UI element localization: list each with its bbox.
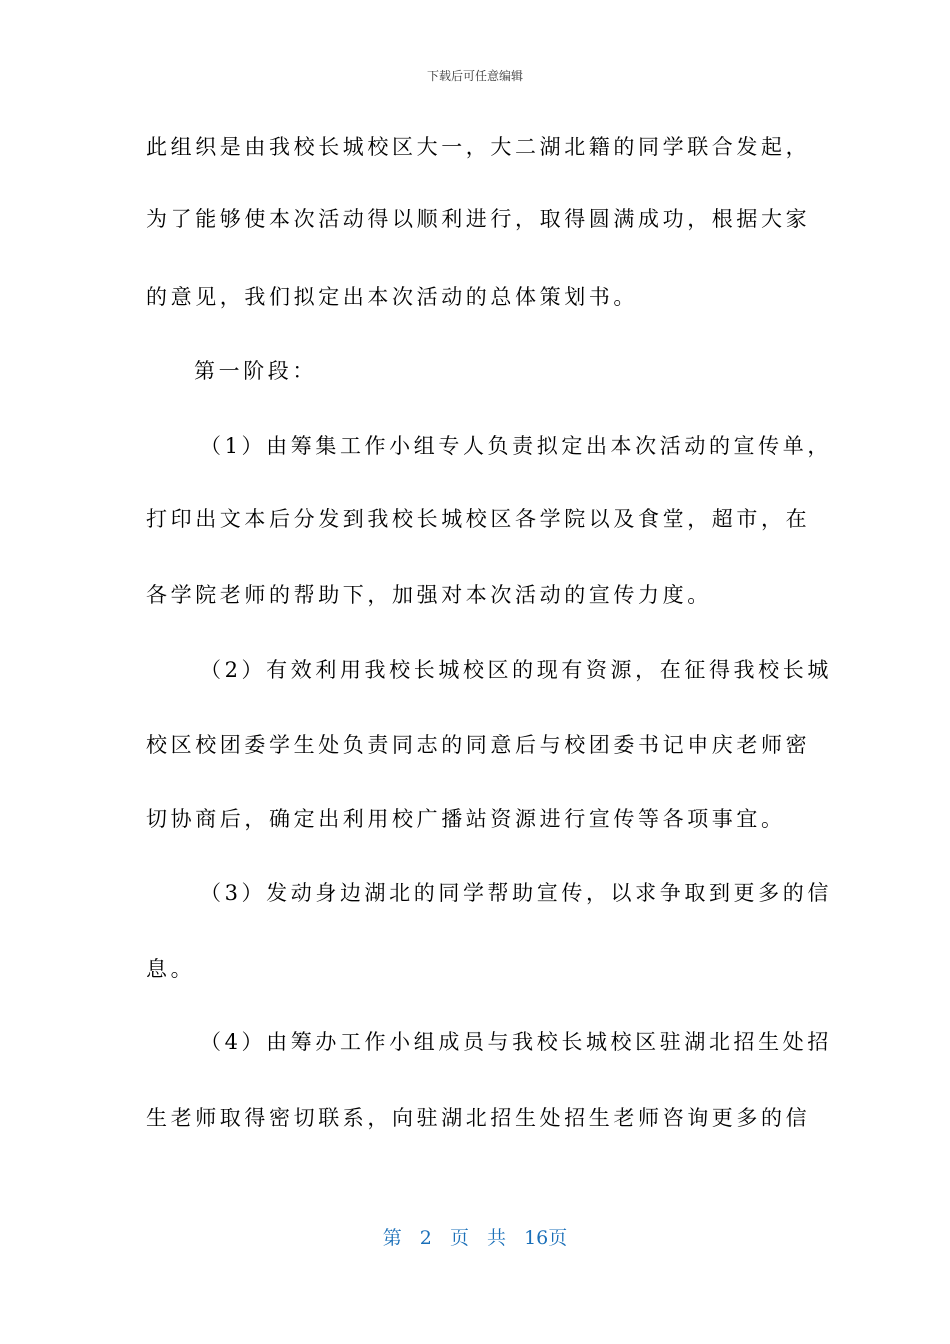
body-line: 的意见，我们拟定出本次活动的总体策划书。 — [146, 285, 638, 309]
total-pages: 16页 — [524, 1227, 568, 1249]
footer-prefix: 第 — [382, 1227, 402, 1249]
body-line: 校区校团委学生处负责同志的同意后与校团委书记申庆老师密 — [146, 733, 811, 757]
body-line: （4）由筹办工作小组成员与我校长城校区驻湖北招生处招 — [200, 1030, 832, 1054]
section-heading: 第一阶段： — [194, 359, 317, 383]
body-line: 切协商后，确定出利用校广播站资源进行宣传等各项事宜。 — [146, 807, 786, 831]
current-page-number: 2 — [419, 1227, 432, 1249]
body-line: 为了能够使本次活动得以顺利进行，取得圆满成功，根据大家 — [146, 207, 811, 231]
footer-page-label: 页 — [449, 1227, 469, 1249]
body-line: 各学院老师的帮助下，加强对本次活动的宣传力度。 — [146, 583, 712, 607]
body-line: （2）有效利用我校长城校区的现有资源，在征得我校长城 — [200, 658, 832, 682]
header-note: 下载后可任意编辑 — [426, 69, 523, 83]
body-line: 生老师取得密切联系，向驻湖北招生处招生老师咨询更多的信 — [146, 1106, 811, 1130]
body-line: 息。 — [146, 957, 196, 981]
page-footer — [0, 1226, 950, 1250]
footer-total-label: 共 — [487, 1227, 507, 1249]
body-line: （3）发动身边湖北的同学帮助宣传，以求争取到更多的信 — [200, 881, 832, 905]
body-line: （1）由筹集工作小组专人负责拟定出本次活动的宣传单， — [200, 434, 832, 458]
body-line: 此组织是由我校长城校区大一，大二湖北籍的同学联合发起， — [146, 135, 811, 159]
body-line: 打印出文本后分发到我校长城校区各学院以及食堂，超市，在 — [146, 507, 811, 531]
